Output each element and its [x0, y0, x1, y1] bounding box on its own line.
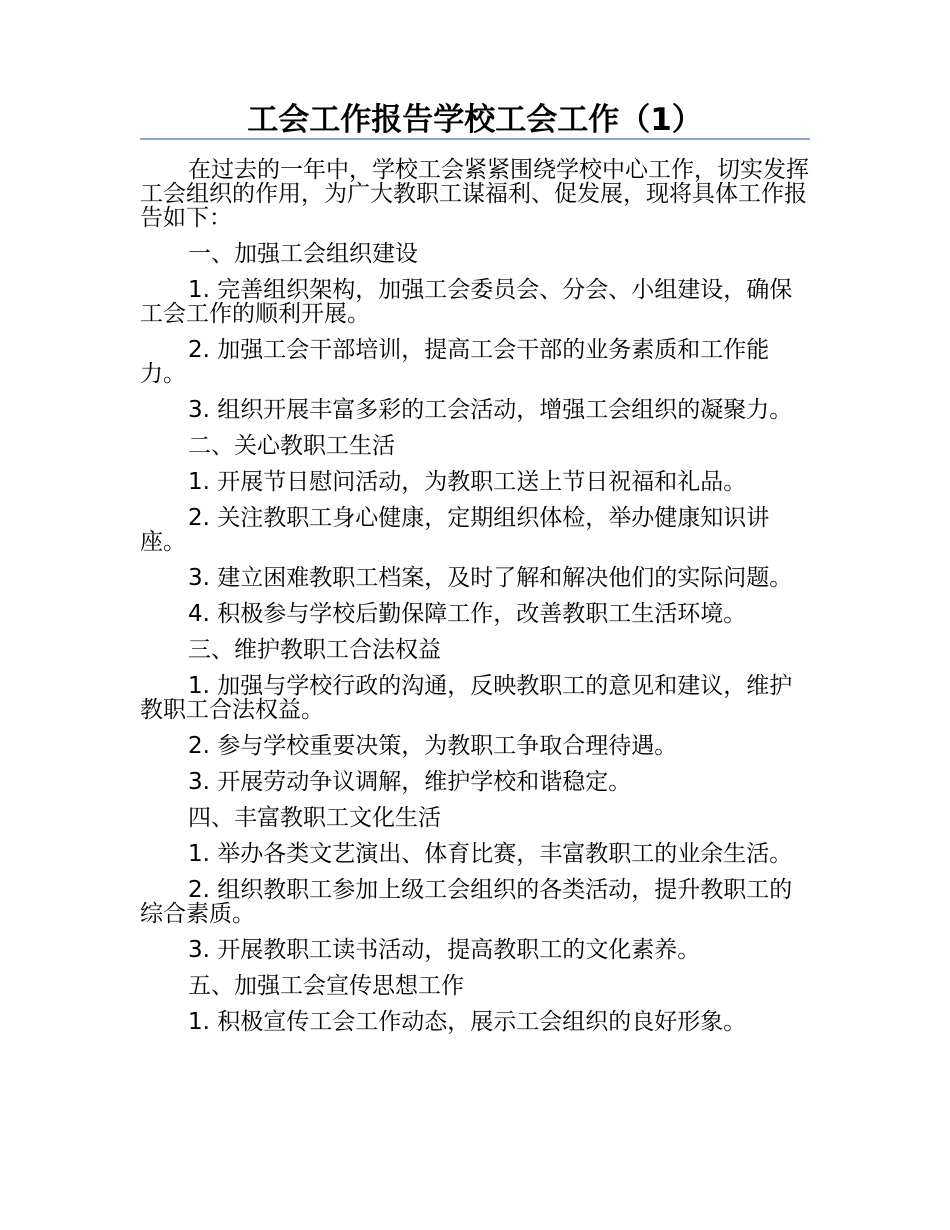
section-heading-2: 二、关心教职工生活 — [188, 433, 395, 459]
paragraph-item: 1. 加强与学校行政的沟通，反映教职工的意见和建议，维护教职工合法权益。 — [140, 673, 793, 723]
document-title: 工会工作报告学校工会工作（1） — [140, 100, 810, 140]
paragraph-item: 2. 加强工会干部培训，提高工会干部的业务素质和工作能力。 — [140, 337, 770, 387]
section-heading-5: 五、加强工会宣传思想工作 — [188, 973, 464, 999]
paragraph-item: 3. 开展教职工读书活动，提高教职工的文化素养。 — [188, 937, 701, 963]
section-heading-1: 一、加强工会组织建设 — [188, 241, 418, 267]
paragraph-item: 1. 积极宣传工会工作动态，展示工会组织的良好形象。 — [188, 1009, 747, 1035]
paragraph-item: 3. 组织开展丰富多彩的工会活动，增强工会组织的凝聚力。 — [188, 397, 793, 423]
paragraph-item: 4. 积极参与学校后勤保障工作，改善教职工生活环境。 — [188, 601, 747, 627]
paragraph-item: 1. 完善组织架构，加强工会委员会、分会、小组建设，确保工会工作的顺利开展。 — [140, 277, 793, 327]
section-heading-4: 四、丰富教职工文化生活 — [188, 805, 441, 831]
section-heading-3: 三、维护教职工合法权益 — [188, 637, 441, 663]
paragraph-intro: 在过去的一年中，学校工会紧紧围绕学校中心工作，切实发挥工会组织的作用，为广大教职工谋福利、促发展，现将具体工作报告如下： — [140, 157, 809, 231]
paragraph-item: 1. 开展节日慰问活动，为教职工送上节日祝福和礼品。 — [188, 469, 747, 495]
paragraph-item: 3. 开展劳动争议调解，维护学校和谐稳定。 — [188, 769, 632, 795]
paragraph-item: 2. 参与学校重要决策，为教职工争取合理待遇。 — [188, 733, 678, 759]
paragraph-item: 3. 建立困难教职工档案，及时了解和解决他们的实际问题。 — [188, 565, 793, 591]
paragraph-item: 2. 关注教职工身心健康，定期组织体检，举办健康知识讲座。 — [140, 505, 770, 555]
document-body — [140, 158, 810, 1034]
paragraph-item: 2. 组织教职工参加上级工会组织的各类活动，提升教职工的综合素质。 — [140, 877, 793, 927]
paragraph-item: 1. 举办各类文艺演出、体育比赛，丰富教职工的业余生活。 — [188, 841, 793, 867]
